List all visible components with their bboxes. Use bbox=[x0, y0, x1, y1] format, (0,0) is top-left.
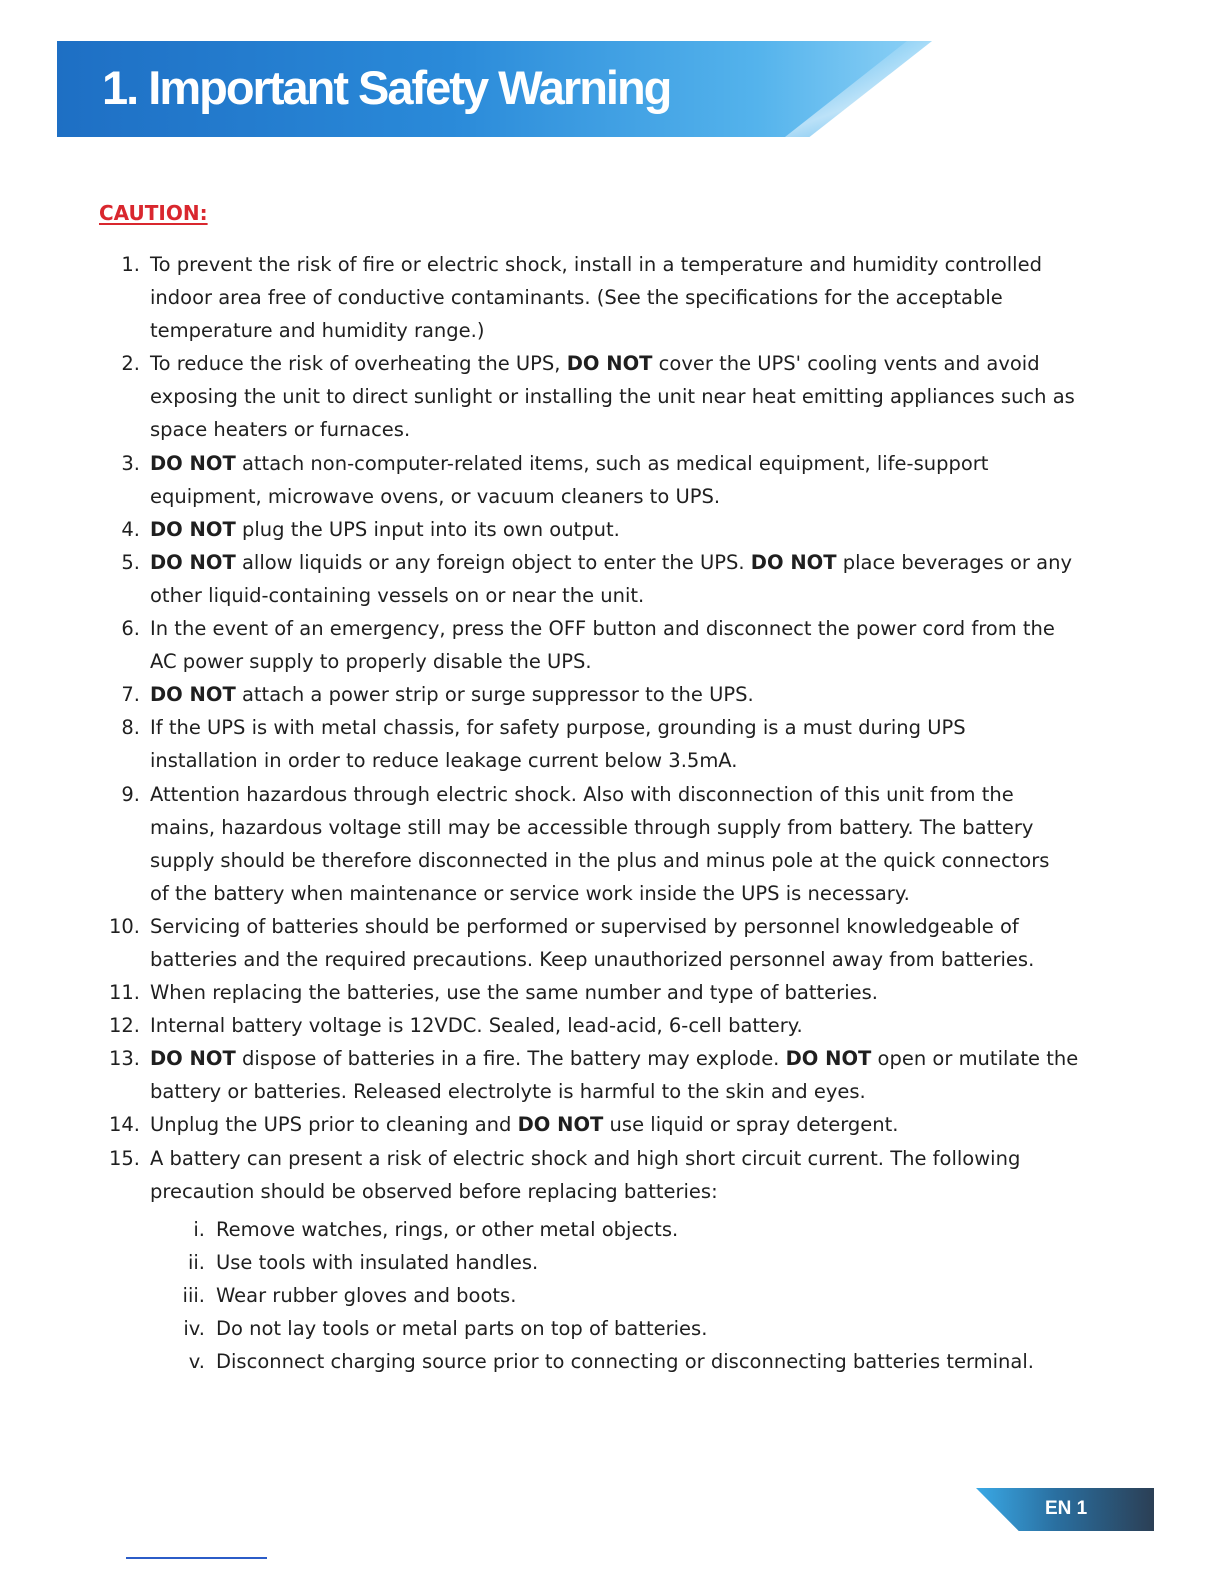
text-segment: When replacing the batteries, use the same number and type of batteries. bbox=[150, 981, 878, 1005]
list-item-text bbox=[150, 452, 988, 508]
text-segment: batteries and the required precautions. Keep unauthorized personnel away from batteries. bbox=[150, 947, 1035, 971]
page-number: EN 1 bbox=[1045, 1498, 1088, 1519]
text-segment: place beverages or any bbox=[836, 550, 1072, 574]
text-segment: If the UPS is with metal chassis, for safety purpose, grounding is a must during UPS bbox=[150, 716, 966, 740]
footer-rule bbox=[126, 1557, 267, 1559]
list-item-number: 1. bbox=[121, 253, 140, 276]
list-item bbox=[100, 976, 1090, 1009]
text-segment: Unplug the UPS prior to cleaning and bbox=[150, 1113, 518, 1137]
text-segment: equipment, microwave ovens, or vacuum cleaners to UPS. bbox=[150, 484, 721, 508]
emphasis-text: DO NOT bbox=[785, 1047, 872, 1071]
list-item-text bbox=[150, 716, 966, 772]
text-segment: To reduce the risk of overheating the UPS, bbox=[150, 352, 567, 376]
emphasis-text: DO NOT bbox=[517, 1113, 604, 1137]
emphasis-text: DO NOT bbox=[750, 550, 837, 574]
text-segment: exposing the unit to direct sunlight or installing the unit near heat emitting appliances such as bbox=[150, 385, 1075, 409]
list-item-text bbox=[150, 915, 1034, 971]
text-segment: attach non-computer-related items, such as medical equipment, life-support bbox=[235, 451, 989, 475]
sub-list-item-number: iv. bbox=[183, 1317, 205, 1340]
text-segment: installation in order to reduce leakage current below 3.5mA. bbox=[150, 749, 738, 773]
text-segment: of the battery when maintenance or service work inside the UPS is necessary. bbox=[150, 881, 910, 905]
sub-list-item-text: Do not lay tools or metal parts on top of batteries. bbox=[216, 1317, 708, 1340]
list-item bbox=[100, 513, 1090, 546]
sub-list-item-text: Use tools with insulated handles. bbox=[216, 1250, 539, 1274]
list-item-number: 12. bbox=[108, 1014, 140, 1038]
sub-list-item-number: v. bbox=[188, 1350, 205, 1374]
list-item-number: 9. bbox=[121, 782, 140, 806]
emphasis-text: DO NOT bbox=[150, 1047, 236, 1071]
list-item-number: 13. bbox=[108, 1047, 140, 1071]
text-segment: cover the UPS' cooling vents and avoid bbox=[652, 352, 1040, 376]
sub-list-item bbox=[150, 1246, 1090, 1279]
text-segment: Servicing of batteries should be performed or supervised by personnel knowledgeable of bbox=[150, 914, 1019, 938]
text-segment: temperature and humidity range.) bbox=[150, 319, 485, 343]
list-item-number: 6. bbox=[121, 617, 140, 641]
list-item bbox=[100, 546, 1090, 612]
sub-list-item-text: Wear rubber gloves and boots. bbox=[216, 1283, 517, 1307]
text-segment: mains, hazardous voltage still may be accessible through supply from battery. The battery bbox=[150, 815, 1034, 839]
text-segment: dispose of batteries in a fire. The battery may explode. bbox=[235, 1047, 786, 1071]
sub-list-item bbox=[150, 1213, 1090, 1246]
text-segment: allow liquids or any foreign object to enter the UPS. bbox=[235, 550, 751, 574]
sub-list bbox=[150, 1213, 1090, 1378]
caution-label: CAUTION: bbox=[99, 201, 208, 225]
list-item bbox=[100, 248, 1090, 347]
sub-list-item bbox=[150, 1279, 1090, 1312]
text-segment: open or mutilate the bbox=[871, 1047, 1079, 1071]
list-item bbox=[100, 1042, 1090, 1108]
list-item-number: 15. bbox=[108, 1146, 140, 1170]
safety-list bbox=[100, 248, 1090, 1378]
sub-list-item bbox=[150, 1312, 1090, 1345]
list-item-number: 14. bbox=[108, 1113, 140, 1137]
sub-list-item-number: i. bbox=[193, 1217, 205, 1241]
emphasis-text: DO NOT bbox=[150, 683, 236, 707]
emphasis-text: DO NOT bbox=[150, 451, 236, 475]
list-item bbox=[100, 447, 1090, 513]
sub-list-item bbox=[150, 1345, 1090, 1378]
list-item bbox=[100, 1108, 1090, 1141]
list-item-number: 11. bbox=[108, 981, 140, 1005]
text-segment: attach a power strip or surge suppressor to the UPS. bbox=[235, 683, 754, 707]
list-item-text bbox=[150, 1047, 1078, 1103]
list-item-text bbox=[150, 1113, 899, 1136]
list-item-text bbox=[150, 551, 1072, 607]
list-item-number: 10. bbox=[108, 914, 140, 938]
text-segment: use liquid or spray detergent. bbox=[603, 1113, 899, 1137]
sub-list-item-text: Disconnect charging source prior to connecting or disconnecting batteries terminal. bbox=[216, 1350, 1034, 1374]
sub-list-item-text: Remove watches, rings, or other metal objects. bbox=[216, 1217, 679, 1241]
list-item-text bbox=[150, 1014, 803, 1037]
text-segment: In the event of an emergency, press the OFF button and disconnect the power cord from the bbox=[150, 617, 1055, 641]
list-item-number: 4. bbox=[121, 517, 140, 541]
list-item-text bbox=[150, 683, 754, 706]
list-item bbox=[100, 612, 1090, 678]
text-segment: plug the UPS input into its own output. bbox=[235, 517, 620, 541]
list-item-text bbox=[150, 783, 1049, 905]
list-item-number: 3. bbox=[121, 451, 140, 475]
text-segment: A battery can present a risk of electric shock and high short circuit current. The following bbox=[150, 1146, 1021, 1170]
text-segment: battery or batteries. Released electrolyte is harmful to the skin and eyes. bbox=[150, 1080, 866, 1104]
list-item-number: 2. bbox=[121, 352, 140, 376]
text-segment: Internal battery voltage is 12VDC. Sealed, lead-acid, 6-cell battery. bbox=[150, 1014, 803, 1038]
list-item-number: 8. bbox=[121, 716, 140, 740]
text-segment: To prevent the risk of fire or electric shock, install in a temperature and humidity controlled bbox=[150, 253, 1042, 276]
list-item-number: 5. bbox=[121, 550, 140, 574]
text-segment: precaution should be observed before replacing batteries: bbox=[150, 1179, 718, 1203]
list-item bbox=[100, 1009, 1090, 1042]
list-item-text bbox=[150, 253, 1042, 342]
text-segment: AC power supply to properly disable the UPS. bbox=[150, 650, 592, 674]
list-item bbox=[100, 1142, 1090, 1379]
list-item bbox=[100, 347, 1090, 446]
text-segment: space heaters or furnaces. bbox=[150, 418, 411, 442]
text-segment: Attention hazardous through electric shock. Also with disconnection of this unit from the bbox=[150, 782, 1014, 806]
list-item-text bbox=[150, 518, 620, 541]
text-segment: indoor area free of conductive contaminants. (See the specifications for the acceptable bbox=[150, 286, 1003, 310]
sub-list-item-number: iii. bbox=[182, 1283, 205, 1307]
list-item-text bbox=[150, 1147, 1020, 1203]
page-title: 1. Important Safety Warning bbox=[102, 61, 671, 114]
text-segment: supply should be therefore disconnected in the plus and minus pole at the quick connectors bbox=[150, 848, 1050, 872]
list-item-number: 7. bbox=[121, 683, 140, 707]
emphasis-text: DO NOT bbox=[566, 352, 653, 376]
list-item-text bbox=[150, 617, 1055, 673]
sub-list-item-number: ii. bbox=[187, 1250, 205, 1274]
emphasis-text: DO NOT bbox=[150, 517, 236, 541]
list-item bbox=[100, 910, 1090, 976]
emphasis-text: DO NOT bbox=[150, 550, 236, 574]
list-item bbox=[100, 778, 1090, 910]
list-item bbox=[100, 711, 1090, 777]
list-item bbox=[100, 678, 1090, 711]
list-item-text bbox=[150, 981, 878, 1004]
text-segment: other liquid-containing vessels on or near the unit. bbox=[150, 583, 645, 607]
list-item-text bbox=[150, 352, 1075, 441]
